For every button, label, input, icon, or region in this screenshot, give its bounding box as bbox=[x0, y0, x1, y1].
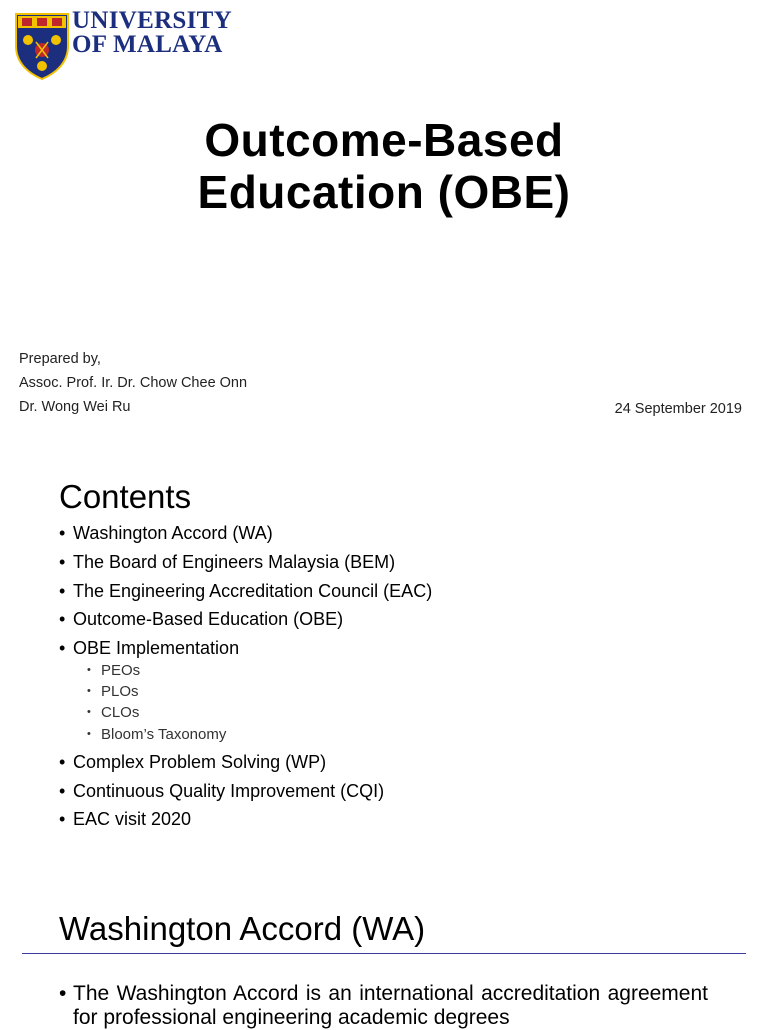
author-name: Assoc. Prof. Ir. Dr. Chow Chee Onn bbox=[19, 375, 248, 391]
bullet-icon: • bbox=[59, 781, 66, 801]
section-heading: Washington Accord (WA) bbox=[59, 910, 426, 947]
logo-university-text: UNIVERSITY bbox=[72, 7, 232, 34]
bullet-icon: • bbox=[59, 809, 66, 829]
bullet-icon: • bbox=[59, 552, 66, 572]
bullet-icon: • bbox=[59, 609, 66, 629]
logo-of-malaya-text: OF MALAYA bbox=[72, 31, 223, 58]
section-divider bbox=[22, 953, 746, 954]
paragraph-text: The Washington Accord is an international accreditation agreement for professional engineering academic degrees bbox=[73, 982, 708, 1029]
prepared-by-label: Prepared by, bbox=[19, 351, 101, 367]
bullet-icon: • bbox=[87, 664, 91, 676]
bullet-icon: • bbox=[87, 706, 91, 718]
bullet-icon: • bbox=[59, 638, 66, 658]
bullet-icon: • bbox=[59, 523, 66, 543]
bullet-icon: • bbox=[87, 685, 91, 697]
page-title-line1: Outcome-Based bbox=[204, 114, 564, 166]
bullet-icon: • bbox=[87, 728, 91, 740]
contents-heading: Contents bbox=[59, 478, 192, 515]
university-crest-icon bbox=[14, 12, 70, 80]
bullet-icon: • bbox=[59, 581, 66, 601]
page-title-line2: Education (OBE) bbox=[197, 166, 571, 218]
presentation-date: 24 September 2019 bbox=[614, 401, 742, 417]
bullet-icon: • bbox=[59, 982, 67, 1005]
author-name: Dr. Wong Wei Ru bbox=[19, 399, 131, 415]
bullet-icon: • bbox=[59, 752, 66, 772]
